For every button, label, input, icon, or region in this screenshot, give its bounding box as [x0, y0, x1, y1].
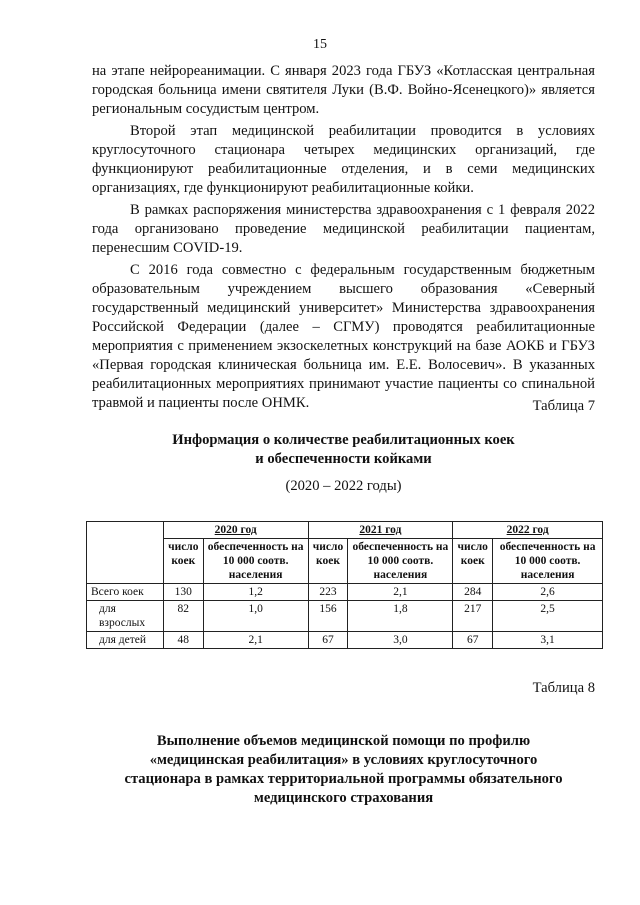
- table-row: [87, 601, 603, 632]
- year-header: 2021 год: [308, 522, 453, 539]
- cell: 1,2: [203, 584, 308, 601]
- col-supply-header: обеспеченность на 10 000 соотв. населения: [348, 539, 453, 584]
- table7-title: [92, 431, 595, 469]
- col-supply-header: обеспеченность на 10 000 соотв. населения: [493, 539, 603, 584]
- table8-caption: Таблица 8: [532, 680, 595, 696]
- year-header: 2022 год: [453, 522, 603, 539]
- table7-title-line: Информация о количестве реабилитационных коек: [172, 432, 515, 448]
- row-label: Всего коек: [87, 584, 164, 601]
- cell: 3,1: [493, 632, 603, 649]
- cell: 1,0: [203, 601, 308, 632]
- table8-title-line: медицинского страхования: [253, 790, 434, 806]
- cell: 67: [453, 632, 493, 649]
- cell: 67: [308, 632, 348, 649]
- row-label: для взрослых: [87, 601, 164, 632]
- cell: 2,1: [348, 584, 453, 601]
- year-header: 2020 год: [163, 522, 308, 539]
- table8-title-line: «медицинская реабилитация» в условиях круглосуточного: [149, 752, 538, 768]
- table8-title-line: Выполнение объемов медицинской помощи по профилю: [156, 733, 531, 749]
- cell: 82: [163, 601, 203, 632]
- cell: 48: [163, 632, 203, 649]
- paragraph: С 2016 года совместно с федеральным государственным бюджетным образовательным учреждением высшего образования «Северный государственный медицинский университет» Министерства здравоохранения Российской Федерации (далее – СГМУ) проводятся реабилитационные мероприятия с применением экзоскелетных конструкций на базе АОКБ и ГБУЗ «Первая городская клиническая больница им. Е.Е. Волосевич». В указанных реабилитационных мероприятиях принимают участие пациенты со спинальной травмой и пациенты после ОНМК.: [92, 262, 595, 411]
- col-supply-header: обеспеченность на 10 000 соотв. населения: [203, 539, 308, 584]
- paragraph: Второй этап медицинской реабилитации проводится в условиях круглосуточного стационара четырех медицинских организаций, где функционируют реабилитационные отделения, и в семи медицинских организациях, где функционируют реабилитационные койки.: [92, 123, 595, 196]
- paragraph: В рамках распоряжения министерства здравоохранения с 1 февраля 2022 года организовано проведение медицинской реабилитации пациентам, перенесшим COVID-19.: [92, 202, 595, 256]
- table-corner-cell: [87, 522, 164, 584]
- col-count-header: число коек: [163, 539, 203, 584]
- cell: 223: [308, 584, 348, 601]
- paragraph: на этапе нейрореанимации. С января 2023 года ГБУЗ «Котласская центральная городская больница имени святителя Луки (В.Ф. Войно-Ясенецкого)» является региональным сосудистым центром.: [92, 63, 595, 117]
- cell: 156: [308, 601, 348, 632]
- cell: 130: [163, 584, 203, 601]
- table-row: [87, 584, 603, 601]
- table-row: [87, 632, 603, 649]
- col-count-header: число коек: [453, 539, 493, 584]
- table8-title-line: стационара в рамках территориальной программы обязательного: [124, 771, 563, 787]
- cell: 284: [453, 584, 493, 601]
- row-label: для детей: [87, 632, 164, 649]
- cell: 3,0: [348, 632, 453, 649]
- table7-years-range: (2020 – 2022 годы): [285, 478, 402, 494]
- body-text: [92, 62, 595, 416]
- cell: 2,6: [493, 584, 603, 601]
- cell: 1,8: [348, 601, 453, 632]
- col-count-header: число коек: [308, 539, 348, 584]
- table7-title-line: и обеспеченности койками: [255, 451, 432, 467]
- table-header-row: [87, 522, 603, 539]
- cell: 217: [453, 601, 493, 632]
- cell: 2,5: [493, 601, 603, 632]
- beds-table: [86, 521, 603, 649]
- table8-title: [92, 732, 595, 808]
- cell: 2,1: [203, 632, 308, 649]
- table-subheader-row: [87, 539, 603, 584]
- page-number: 15: [313, 37, 327, 52]
- table7-caption: Таблица 7: [532, 398, 595, 414]
